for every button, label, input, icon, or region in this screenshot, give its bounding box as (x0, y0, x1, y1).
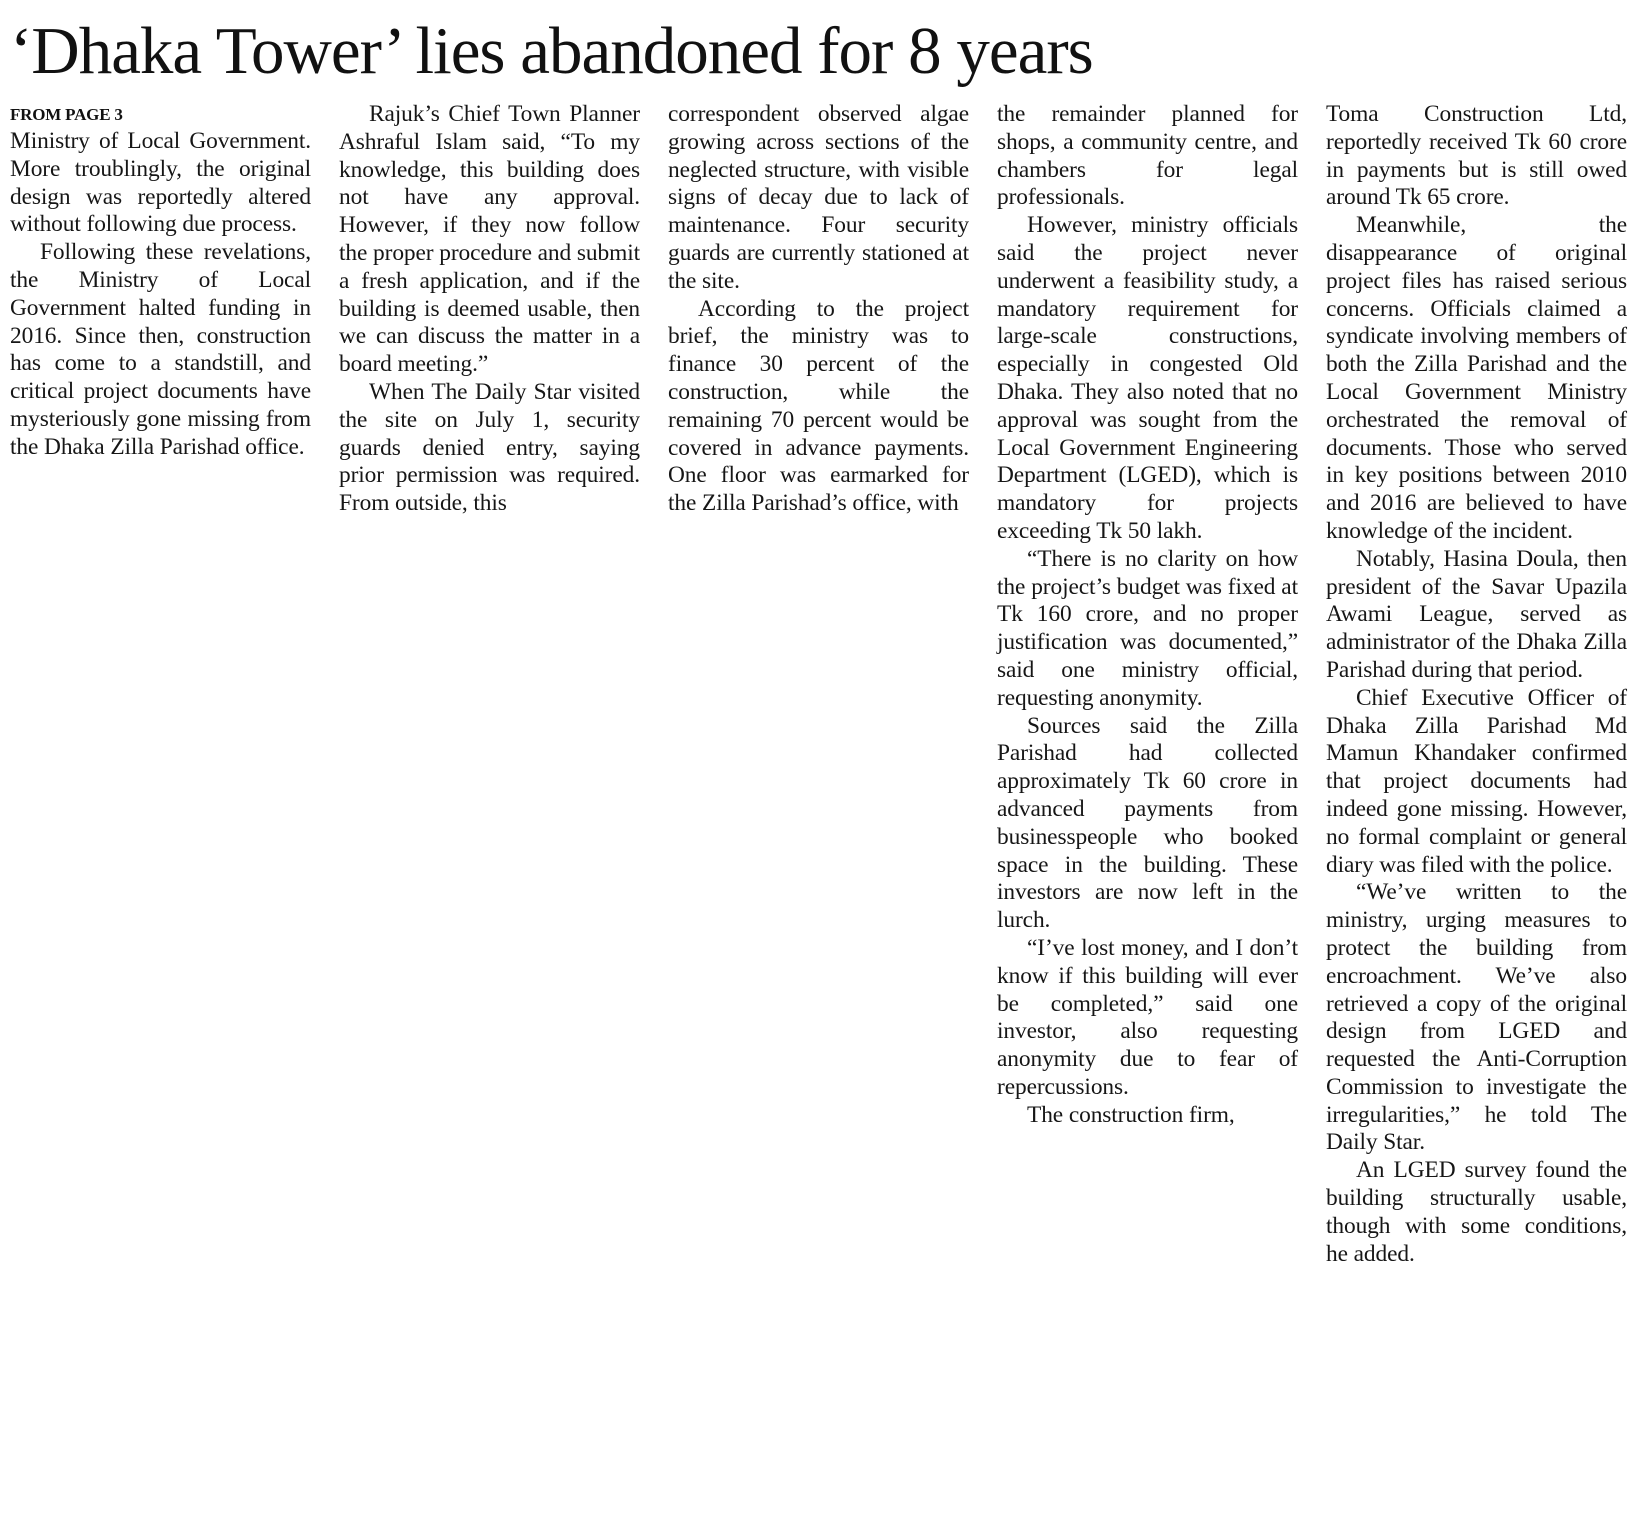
paragraph: Rajuk’s Chief Town Planner Ashraful Islam said, “To my knowledge, this building does not have any approval. However, if they now follow the proper procedure and submit a fresh application, and if the building is deemed usable, then we can discuss the matter in a board meeting.” (339, 101, 640, 378)
article-column-2 (339, 101, 640, 518)
paragraph: When The Daily Star visited the site on July 1, security guards denied entry, saying prior permission was required. From outside, this (339, 378, 640, 517)
paragraph: Notably, Hasina Doula, then president of the Savar Upazila Awami League, served as administrator of the Dhaka Zilla Parishad during that period. (1326, 545, 1627, 683)
paragraph: the remainder planned for shops, a community centre, and chambers for legal professionals. (997, 101, 1298, 211)
paragraph: The construction firm, (1027, 1101, 1235, 1128)
paragraph: “We’ve written to the ministry, urging measures to protect the building from encroachment. We’ve also retrieved a copy of the original design from LGED and requested the Anti-Corruption Commission to investigate the irregularities,” he told The Daily Star. (1326, 879, 1627, 1156)
paragraph: correspondent observed algae growing across sections of the neglected structure, with visible signs of decay due to lack of maintenance. Four security guards are currently stationed at the site. (668, 101, 969, 294)
paragraph: Toma Construction Ltd, reportedly received Tk 60 crore in payments but is still owed around Tk 65 crore. (1326, 101, 1627, 211)
paragraph: However, ministry officials said the project never underwent a feasibility study, a mandatory requirement for large-scale constructions, especially in congested Old Dhaka. They also noted that no approval was sought from the Local Government Engineering Department (LGED), which is mandatory for projects exceeding Tk 50 lakh. (997, 212, 1298, 544)
paragraph: Following these revelations, the Ministry of Local Government halted funding in 2016. Since then, construction has come to a standstill, and critical project documents have mysteriously gone missing from the Dhaka Zilla Parishad office. (10, 239, 311, 460)
paragraph: “There is no clarity on how the project’s budget was fixed at Tk 160 crore, and no proper justification was documented,” said one ministry official, requesting anonymity. (997, 545, 1298, 711)
article-column-4 (997, 101, 1298, 1129)
article-column-1 (10, 128, 311, 462)
paragraph: Chief Executive Officer of Dhaka Zilla Parishad Md Mamun Khandaker confirmed that project documents had indeed gone missing. However, no formal complaint or general diary was filed with the police. (1326, 684, 1627, 878)
paragraph: Meanwhile, the disappearance of original project files has raised serious concerns. Officials claimed a syndicate involving members of both the Zilla Parishad and the Local Government Ministry orchestrated the removal of documents. Those who served in key positions between 2010 and 2016 are believed to have knowledge of the incident. (1326, 212, 1627, 544)
headline: ‘Dhaka Tower’ lies abandoned for 8 years (10, 14, 1093, 88)
paragraph: An LGED survey found the building structurally usable, though with some conditions, he added. (1326, 1157, 1627, 1267)
paragraph: According to the project brief, the ministry was to finance 30 percent of the construction, while the remaining 70 percent would be covered in advance payments. One floor was earmarked for the Zilla Parishad’s office, with (668, 295, 969, 517)
paragraph: Ministry of Local Government. More troublingly, the original design was reportedly altered without following due process. (10, 128, 311, 238)
paragraph: Sources said the Zilla Parishad had collected approximately Tk 60 crore in advanced payments from businesspeople who booked space in the building. These investors are now left in the lurch. (997, 712, 1298, 934)
article-column-3 (668, 101, 969, 518)
article-column-5 (1326, 101, 1627, 1268)
paragraph: “I’ve lost money, and I don’t know if this building will ever be completed,” said one investor, also requesting anonymity due to fear of repercussions. (997, 934, 1298, 1100)
continued-from-label: FROM PAGE 3 (10, 105, 123, 124)
